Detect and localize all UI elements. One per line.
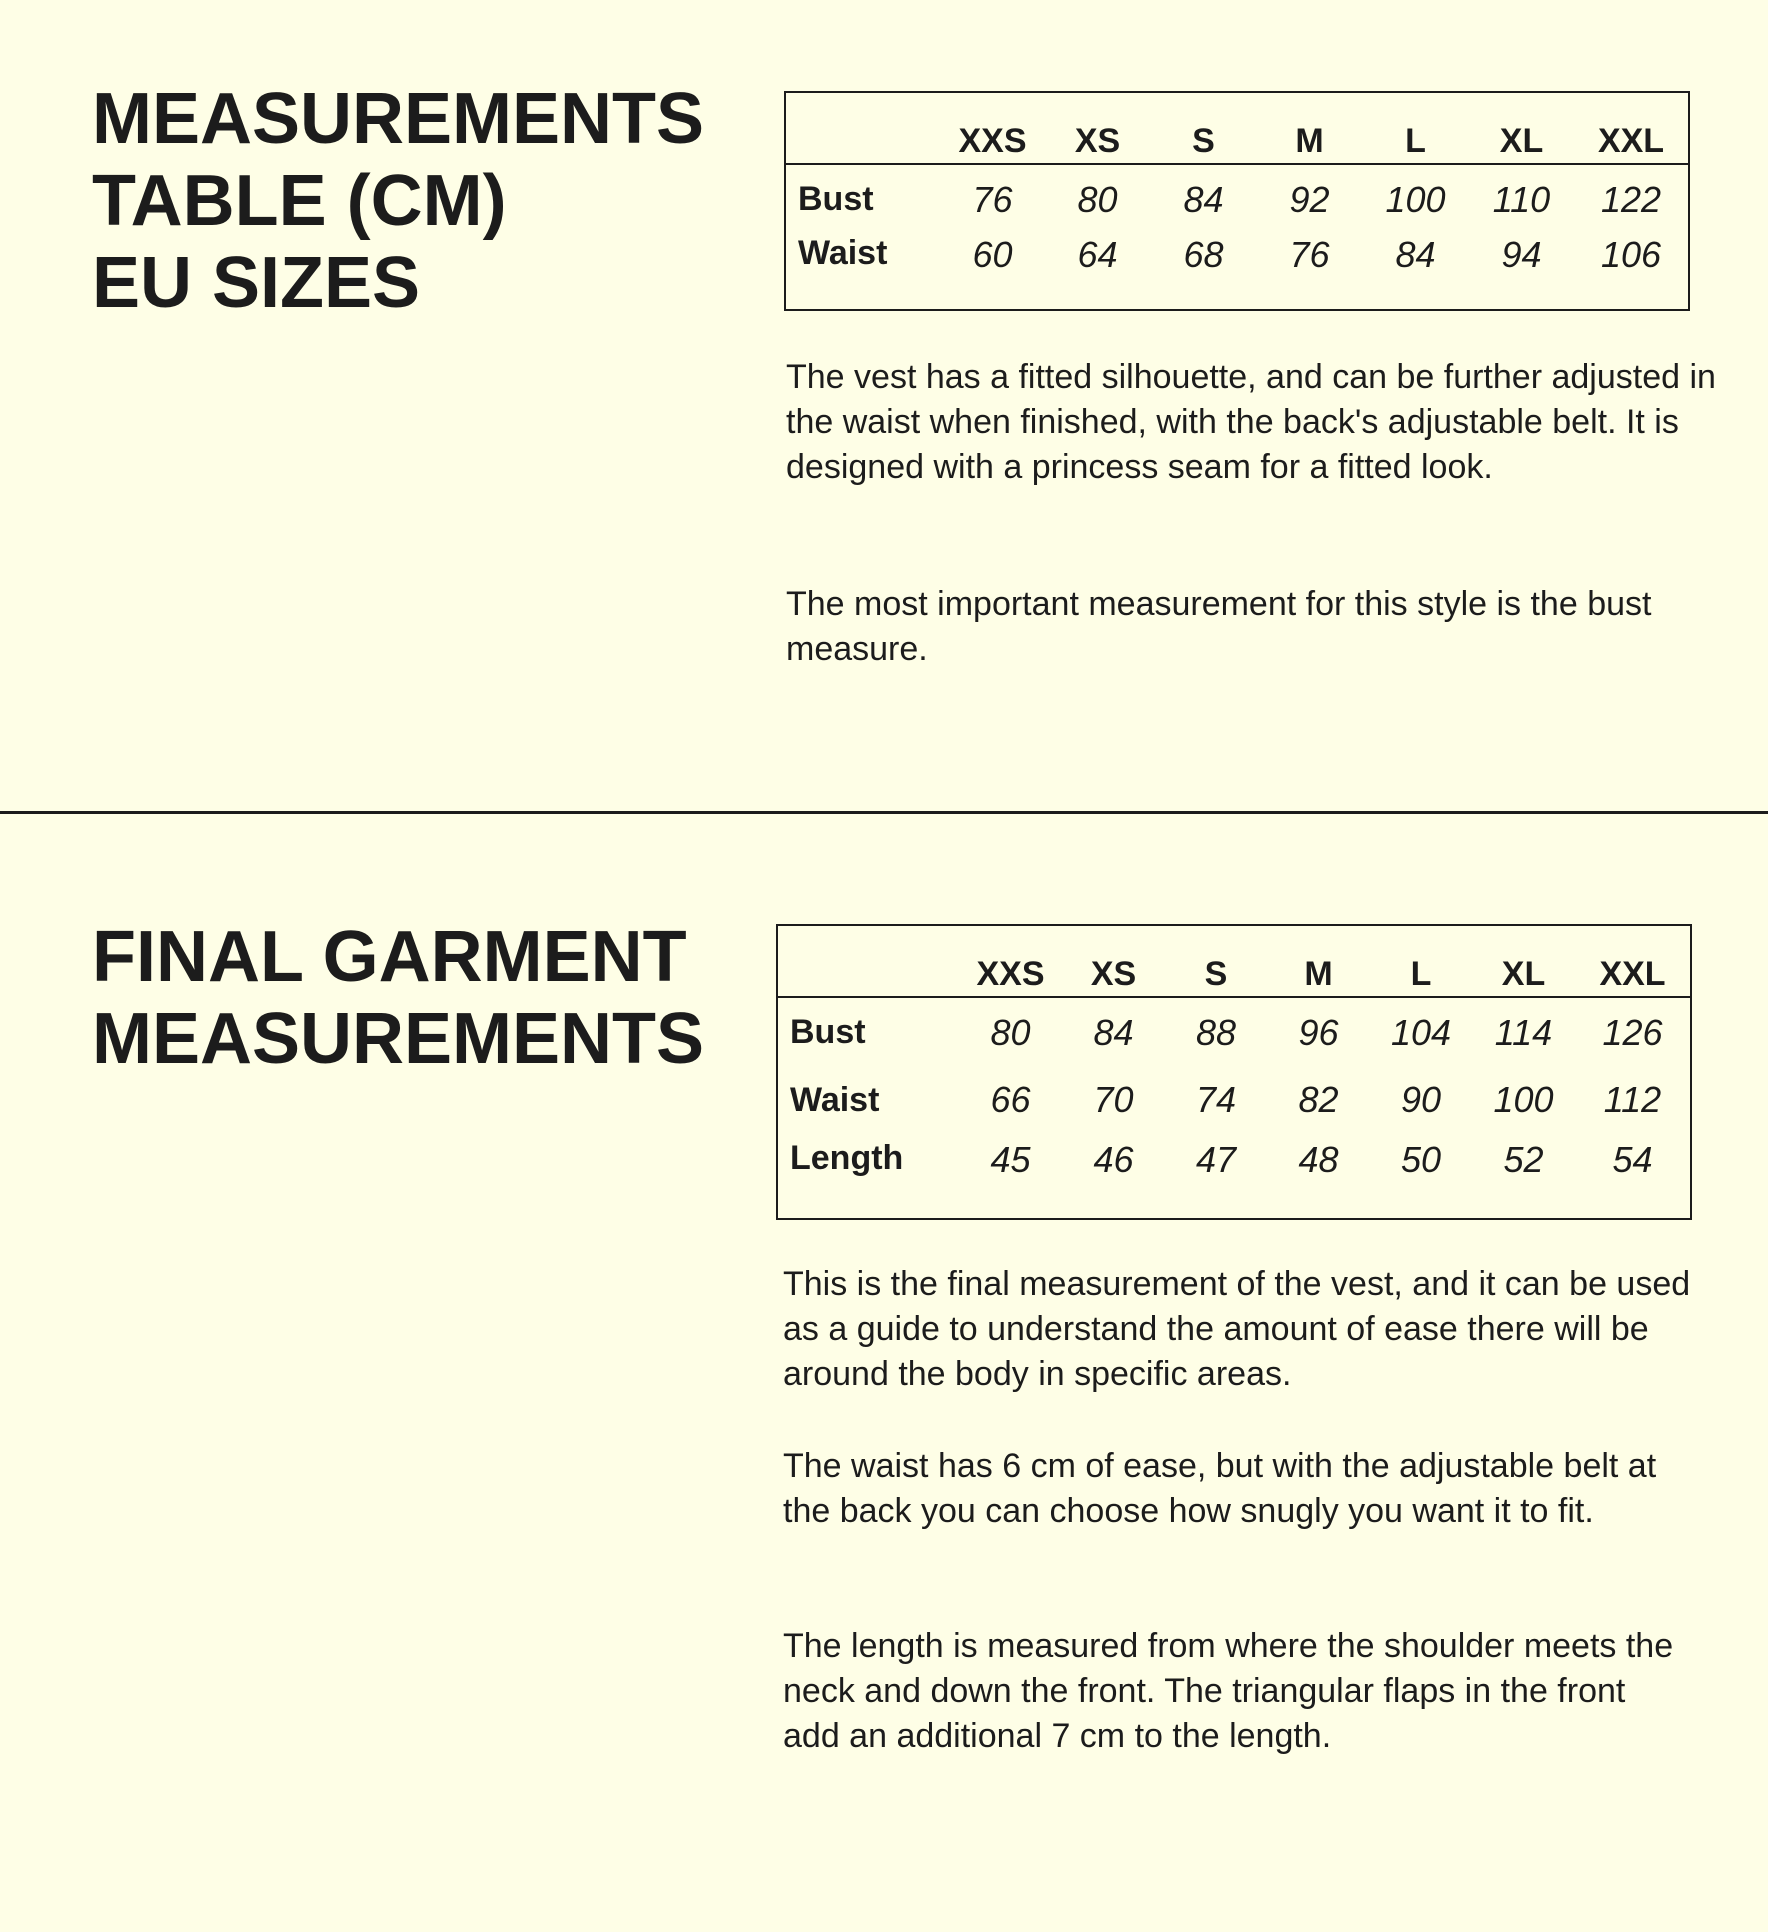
heading-line: TABLE (CM) [92, 161, 507, 241]
table-cell: 112 [1603, 1079, 1662, 1120]
row-label: Waist [790, 1080, 880, 1119]
column-header: XXL [1575, 925, 1691, 997]
description-paragraph: This is the final measurement of the vest, and it can be used as a guide to understand the amount of ease there will be around the body in specific areas. [783, 1265, 1691, 1393]
table-cell: 106 [1600, 234, 1662, 275]
body-measurements-table [784, 91, 1690, 311]
column-header: M [1257, 92, 1362, 164]
table-row [785, 164, 1689, 234]
table-cell: 76 [1289, 234, 1330, 275]
heading-line: EU SIZES [92, 243, 421, 323]
column-header: L [1362, 92, 1469, 164]
table-row [785, 234, 1689, 310]
description-paragraph: The vest has a fitted silhouette, and can be further adjusted in the waist when finished, with the back's adjustable belt. It is designed with a princess seam for a fitted look. [786, 358, 1716, 486]
garment-measurements-table [776, 924, 1692, 1220]
column-header: L [1370, 925, 1472, 997]
column-header: XXS [959, 925, 1062, 997]
table-cell: 114 [1494, 1011, 1553, 1053]
table-cell: 88 [1195, 1011, 1237, 1053]
description-paragraph: The length is measured from where the shoulder meets the neck and down the front. The triangular flaps in the front add an additional 7 cm to the length. [783, 1627, 1674, 1755]
table-cell: 84 [1395, 234, 1436, 275]
table-cell: 52 [1503, 1139, 1544, 1180]
table-cell: 96 [1298, 1011, 1339, 1053]
table-cell: 92 [1289, 178, 1330, 220]
column-header: S [1165, 925, 1267, 997]
column-header [785, 92, 940, 164]
heading-line: MEASUREMENTS [92, 79, 705, 159]
table-row [777, 997, 1691, 1067]
section-heading [92, 916, 704, 1080]
table-cell: 50 [1400, 1139, 1442, 1180]
measurements-table-section [0, 0, 1768, 812]
table-cell: 76 [972, 178, 1013, 220]
table-cell: 110 [1492, 178, 1551, 220]
table-cell: 80 [990, 1011, 1031, 1053]
final-garment-section [0, 814, 1768, 1932]
column-header: XS [1045, 92, 1150, 164]
table-header-row [785, 92, 1689, 164]
table-cell: 122 [1600, 178, 1662, 220]
table-cell: 84 [1183, 178, 1224, 220]
column-header: XS [1062, 925, 1165, 997]
table-cell: 100 [1493, 1079, 1554, 1120]
table-cell: 60 [972, 234, 1013, 275]
column-header: M [1267, 925, 1370, 997]
row-label: Bust [798, 180, 874, 218]
description-paragraph: The waist has 6 cm of ease, but with the adjustable belt at the back you can choose how snugly you want it to fit. [783, 1447, 1657, 1530]
table-cell: 94 [1501, 234, 1542, 275]
table-cell: 90 [1400, 1079, 1442, 1120]
table-cell: 70 [1093, 1079, 1134, 1120]
table-cell: 68 [1183, 234, 1224, 275]
column-header: XL [1469, 92, 1574, 164]
table-header-row [777, 925, 1691, 997]
table-cell: 48 [1298, 1139, 1339, 1180]
heading-line: MEASUREMENTS [92, 999, 705, 1079]
table-cell: 74 [1195, 1079, 1237, 1120]
table-cell: 80 [1077, 178, 1118, 220]
row-label: Waist [798, 234, 888, 272]
table-cell: 84 [1093, 1011, 1134, 1053]
table-cell: 64 [1077, 234, 1118, 275]
table-cell: 82 [1298, 1079, 1339, 1120]
table-cell: 104 [1390, 1011, 1452, 1053]
table-cell: 54 [1612, 1139, 1653, 1180]
table-cell: 66 [990, 1079, 1031, 1120]
heading-line: FINAL GARMENT [92, 917, 687, 997]
column-header: XXL [1574, 92, 1689, 164]
column-header [777, 925, 959, 997]
section-heading [92, 78, 704, 324]
column-header: XXS [940, 92, 1045, 164]
description-paragraph: The most important measurement for this style is the bust measure. [786, 585, 1652, 668]
table-cell: 46 [1093, 1139, 1134, 1180]
table-cell: 45 [990, 1139, 1031, 1180]
table-cell: 47 [1195, 1139, 1237, 1180]
column-header: S [1150, 92, 1257, 164]
table-cell: 126 [1602, 1011, 1663, 1053]
table-cell: 100 [1385, 178, 1446, 220]
table-row [777, 1067, 1691, 1133]
table-row [777, 1133, 1691, 1219]
row-label: Bust [790, 1013, 866, 1051]
column-header: XL [1472, 925, 1575, 997]
row-label: Length [790, 1139, 904, 1177]
